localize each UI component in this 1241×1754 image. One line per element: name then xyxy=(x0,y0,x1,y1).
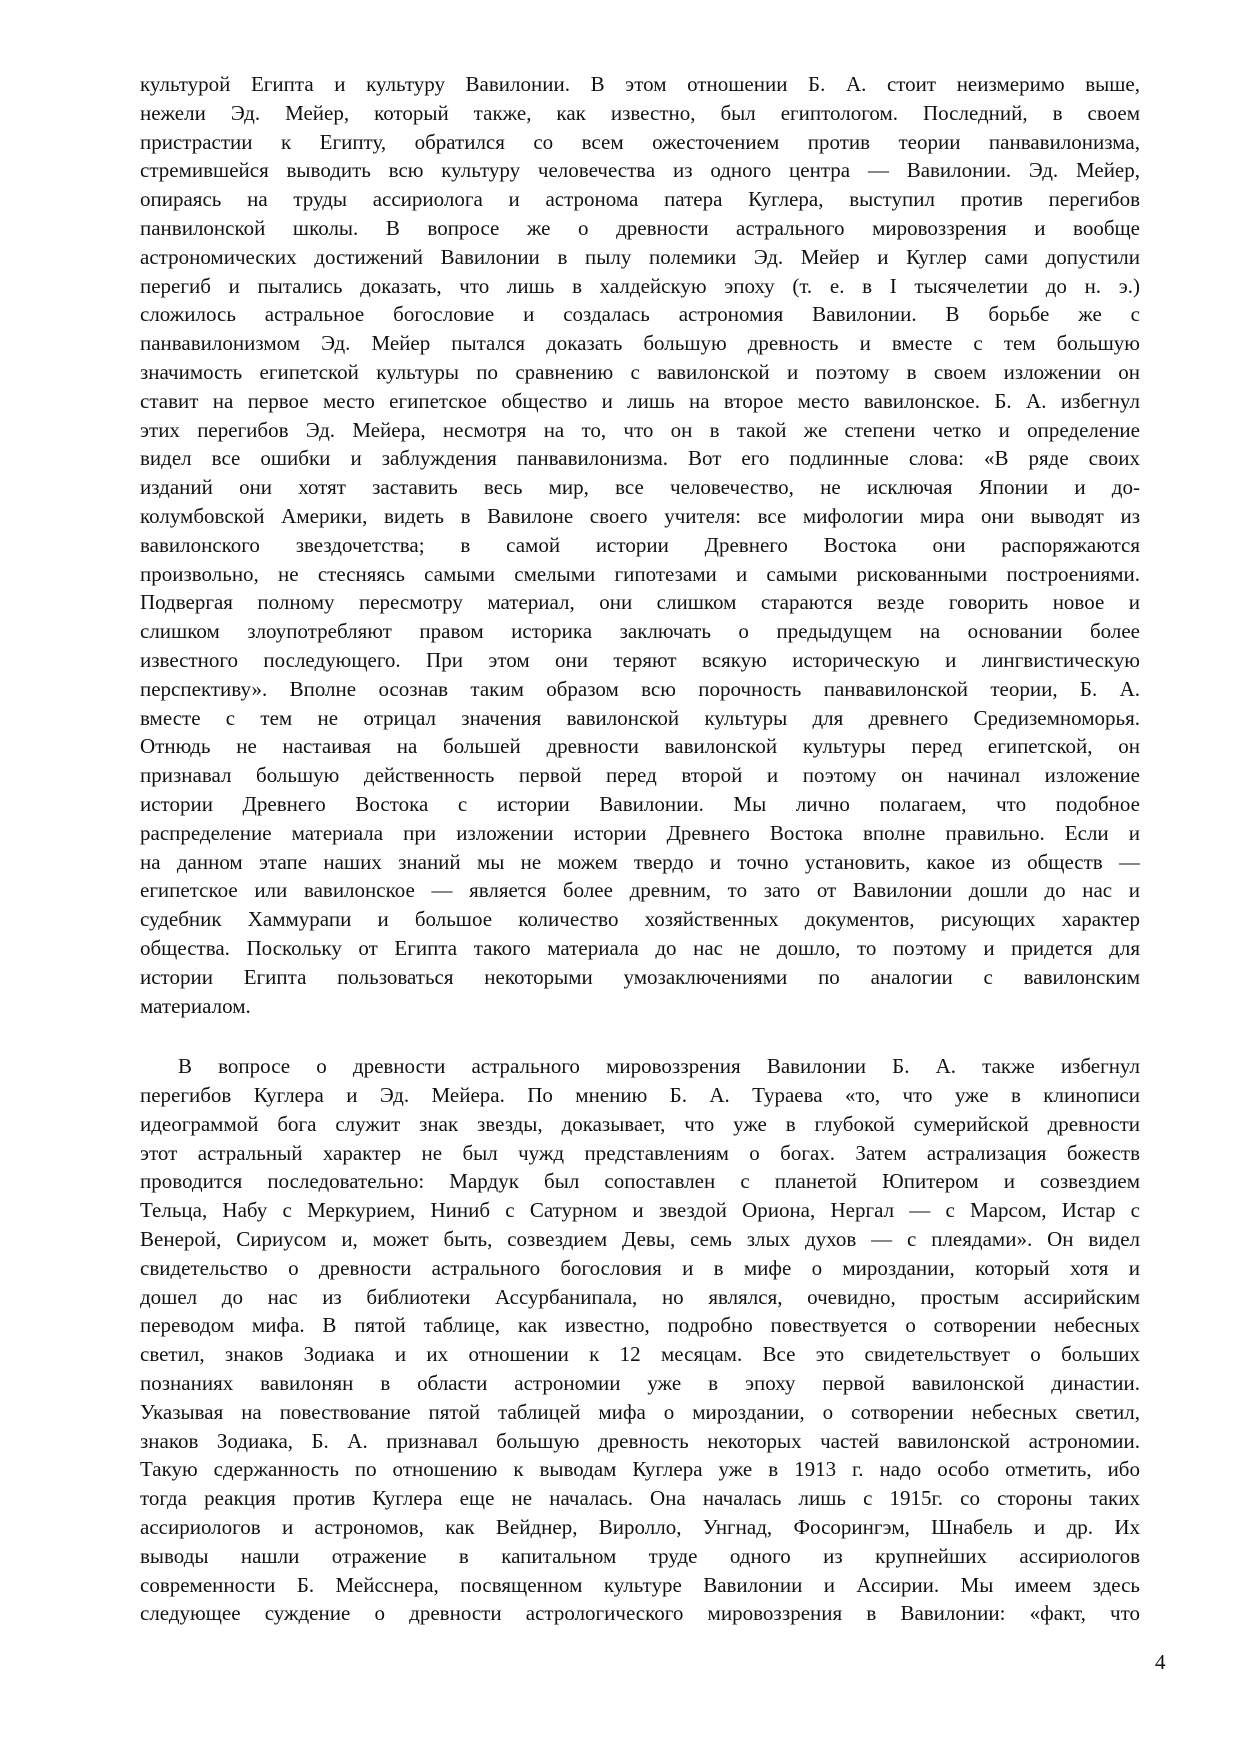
document-page xyxy=(140,70,1140,1628)
paragraph-2 xyxy=(140,1052,1140,1628)
text-line: истории Древнего Востока с истории Вавилонии. Мы лично полагаем, что подобное xyxy=(140,791,1140,816)
text-line: перспективу». Вполне осознав таким образом всю порочность панвавилонской теории, Б. А. xyxy=(140,676,1140,701)
text-line: пристрастии к Египту, обратился со всем ожесточением против теории панвавилонизма, xyxy=(140,129,1140,154)
text-line: современности Б. Мейсснера, посвященном культуре Вавилонии и Ассирии. Мы имеем здесь xyxy=(140,1572,1140,1597)
text-line: истории Египта пользоваться некоторыми умозаключениями по аналогии с вавилонским xyxy=(140,964,1140,989)
text-line: сложилось астральное богословие и создалась астрономия Вавилонии. В борьбе же с xyxy=(140,302,1140,327)
text-line: видел все ошибки и заблуждения панвавилонизма. Вот его подлинные слова: «В ряде своих xyxy=(140,446,1140,471)
text-line: идеограммой бога служит знак звезды, доказывает, что уже в глубокой сумерийской древности xyxy=(140,1111,1140,1136)
text-line: общества. Поскольку от Египта такого материала до нас не дошло, то поэтому и придется для xyxy=(140,935,1140,960)
text-line: египетское или вавилонское — является более древним, то зато от Вавилонии дошли до нас и xyxy=(140,878,1140,903)
text-line: колумбовской Америки, видеть в Вавилоне своего учителя: все мифологии мира они выводят из xyxy=(140,503,1140,528)
text-line: познаниях вавилонян в области астрономии уже в эпоху первой вавилонской династии. xyxy=(140,1371,1140,1396)
text-line: светил, знаков Зодиака и их отношении к 12 месяцам. Все это свидетельствует о больших xyxy=(140,1342,1140,1367)
text-line: Указывая на повествование пятой таблицей мифа о мироздании, о сотворении небесных светил, xyxy=(140,1399,1140,1424)
paragraph-gap xyxy=(140,1020,1140,1052)
text-line: Подвергая полному пересмотру материал, они слишком стараются везде говорить новое и xyxy=(140,590,1140,615)
text-line: опираясь на труды ассириолога и астронома патера Куглера, выступил против перегибов xyxy=(140,187,1140,212)
text-line: значимость египетской культуры по сравнению с вавилонской и поэтому в своем изложении он xyxy=(140,359,1140,384)
text-line: Такую сдержанность по отношению к выводам Куглера уже в 1913 г. надо особо отметить, ибо xyxy=(140,1457,1140,1482)
text-line: произвольно, не стесняясь самыми смелыми гипотезами и самыми рискованными построениями. xyxy=(140,561,1140,586)
text-line: В вопросе о древности астрального мировоззрения Вавилонии Б. А. также избегнул xyxy=(178,1054,1140,1079)
text-line: панвилонской школы. В вопросе же о древности астрального мировоззрения и вообще xyxy=(140,215,1140,240)
text-line: культурой Египта и культуру Вавилонии. В этом отношении Б. А. стоит неизмеримо выше, xyxy=(140,72,1140,96)
text-line: изданий они хотят заставить весь мир, все человечество, не исключая Японии и до- xyxy=(140,475,1140,500)
text-line: нежели Эд. Мейер, который также, как известно, был египтологом. Последний, в своем xyxy=(140,100,1140,125)
text-line: панвавилонизмом Эд. Мейер пытался доказать большую древность и вместе с тем большую xyxy=(140,331,1140,356)
page-number: 4 xyxy=(1155,1650,1166,1674)
text-line: вавилонского звездочетства; в самой истории Древнего Востока они распоряжаются xyxy=(140,532,1140,557)
text-line: стремившейся выводить всю культуру человечества из одного центра — Вавилонии. Эд. Мейер, xyxy=(140,158,1140,183)
text-line: перегибов Куглера и Эд. Мейера. По мнению Б. А. Тураева «то, что уже в клинописи xyxy=(140,1083,1140,1108)
text-line: ассириологов и астрономов, как Вейднер, Виролло, Унгнад, Фосорингэм, Шнабель и др. Их xyxy=(140,1515,1140,1540)
text-line: материалом. xyxy=(140,993,251,1018)
text-line: астрономических достижений Вавилонии в пылу полемики Эд. Мейер и Куглер сами допустили xyxy=(140,244,1140,269)
text-line: известного последующего. При этом они теряют всякую историческую и лингвистическую xyxy=(140,647,1140,672)
text-line: на данном этапе наших знаний мы не можем твердо и точно установить, какое из обществ — xyxy=(140,849,1140,874)
text-line: судебник Хаммурапи и большое количество хозяйственных документов, рисующих характер xyxy=(140,907,1140,932)
text-line: слишком злоупотребляют правом историка заключать о предыдущем на основании более xyxy=(140,619,1140,644)
text-line: этих перегибов Эд. Мейера, несмотря на то, что он в такой же степени четко и определение xyxy=(140,417,1140,442)
text-line: распределение материала при изложении истории Древнего Востока вполне правильно. Если и xyxy=(140,820,1140,845)
text-line: перегиб и пытались доказать, что лишь в халдейскую эпоху (т. е. в I тысячелетии до н. э.) xyxy=(140,273,1140,298)
text-line: Отнюдь не настаивая на большей древности вавилонской культуры перед египетской, он xyxy=(140,734,1140,759)
text-line: проводится последовательно: Мардук был сопоставлен с планетой Юпитером и созвездием xyxy=(140,1169,1140,1194)
text-line: свидетельство о древности астрального богословия и в мифе о мироздании, который хотя и xyxy=(140,1255,1140,1280)
text-line: вместе с тем не отрицал значения вавилонской культуры для древнего Средиземноморья. xyxy=(140,705,1140,730)
text-line: переводом мифа. В пятой таблице, как известно, подробно повествуется о сотворении небесных xyxy=(140,1313,1140,1338)
text-line: ставит на первое место египетское общество и лишь на второе место вавилонское. Б. А. избегнул xyxy=(140,388,1140,413)
text-line: следующее суждение о древности астрологического мировоззрения в Вавилонии: «факт, что xyxy=(140,1601,1140,1626)
paragraph-1 xyxy=(140,70,1140,1020)
text-line: тогда реакция против Куглера еще не началась. Она началась лишь с 1915г. со стороны таких xyxy=(140,1486,1140,1511)
text-line: Венерой, Сириусом и, может быть, созвездием Девы, семь злых духов — с плеядами». Он видел xyxy=(140,1227,1140,1252)
text-line: Тельца, Набу с Меркурием, Ниниб с Сатурном и звездой Ориона, Нергал — с Марсом, Истар с xyxy=(140,1198,1140,1223)
text-line: выводы нашли отражение в капитальном труде одного из крупнейших ассириологов xyxy=(140,1543,1140,1568)
text-line: этот астральный характер не был чужд представлениям о богах. Затем астрализация божеств xyxy=(140,1140,1140,1165)
text-line: признавал большую действенность первой перед второй и поэтому он начинал изложение xyxy=(140,763,1140,788)
text-line: дошел до нас из библиотеки Ассурбанипала, но являлся, очевидно, простым ассирийским xyxy=(140,1284,1140,1309)
text-line: знаков Зодиака, Б. А. признавал большую древность некоторых частей вавилонской астрономии. xyxy=(140,1428,1140,1453)
